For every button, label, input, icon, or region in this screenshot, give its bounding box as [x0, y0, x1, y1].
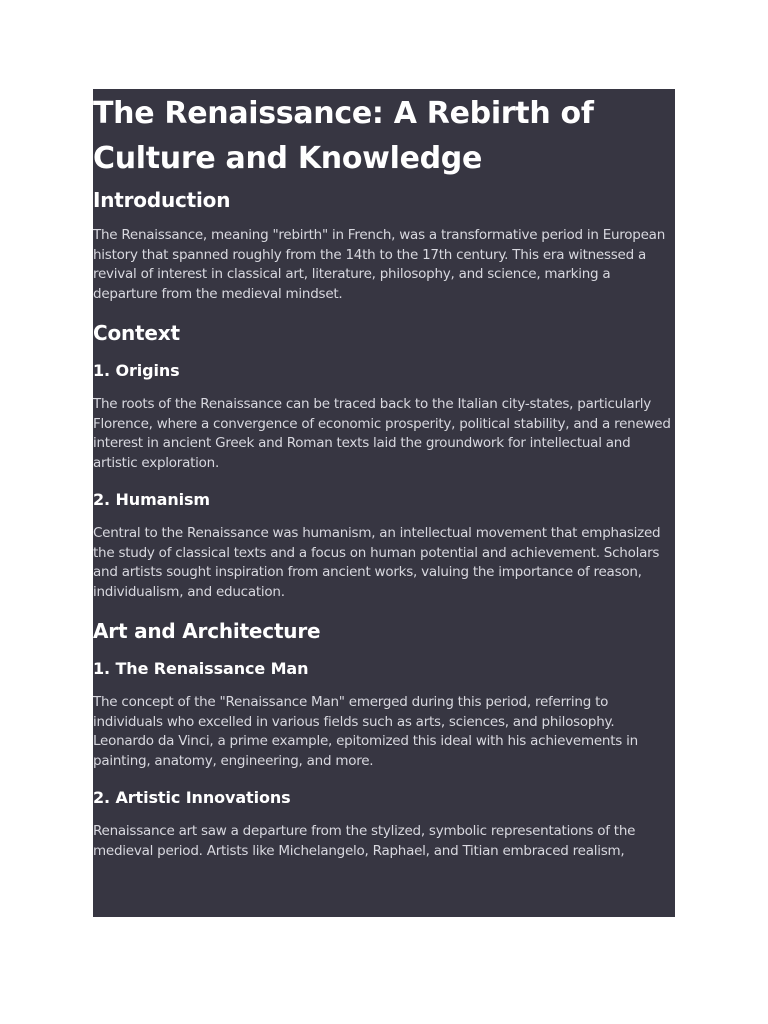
- renaissance-man-paragraph: The concept of the "Renaissance Man" emerged during this period, referring to individuals who excelled in various fields such as arts, sciences, and philosophy. Leonardo da Vinci, a prime example, epitomized this ideal with his achievements in painting, anatomy, engineering, and more.: [93, 694, 638, 769]
- humanism-heading: 2. Humanism: [93, 490, 211, 509]
- introduction-heading: Introduction: [93, 188, 231, 212]
- document-title: The Renaissance: A Rebirth of Culture and Knowledge: [93, 96, 594, 176]
- origins-paragraph: The roots of the Renaissance can be traced back to the Italian city-states, particularly Florence, where a convergence of economic prosperity, political stability, and a renewed interest in ancient Greek and Roman texts laid the groundwork for intellectual and artistic exploration.: [93, 396, 671, 471]
- context-heading: Context: [93, 321, 180, 345]
- artistic-innovations-paragraph: Renaissance art saw a departure from the stylized, symbolic representations of the medieval period. Artists like Michelangelo, Raphael, and Titian embraced realism,: [93, 823, 636, 859]
- artistic-innovations-heading: 2. Artistic Innovations: [93, 788, 291, 807]
- origins-heading: 1. Origins: [93, 361, 180, 380]
- renaissance-man-heading: 1. The Renaissance Man: [93, 659, 309, 678]
- art-architecture-heading: Art and Architecture: [93, 619, 321, 643]
- document-page: [93, 89, 675, 917]
- introduction-paragraph: The Renaissance, meaning "rebirth" in French, was a transformative period in European history that spanned roughly from the 14th to the 17th century. This era witnessed a revival of interest in classical art, literature, philosophy, and science, marking a departure from the medieval mindset.: [93, 227, 665, 302]
- humanism-paragraph: Central to the Renaissance was humanism, an intellectual movement that emphasized the study of classical texts and a focus on human potential and achievement. Scholars and artists sought inspiration from ancient works, valuing the importance of reason, individualism, and education.: [93, 525, 661, 600]
